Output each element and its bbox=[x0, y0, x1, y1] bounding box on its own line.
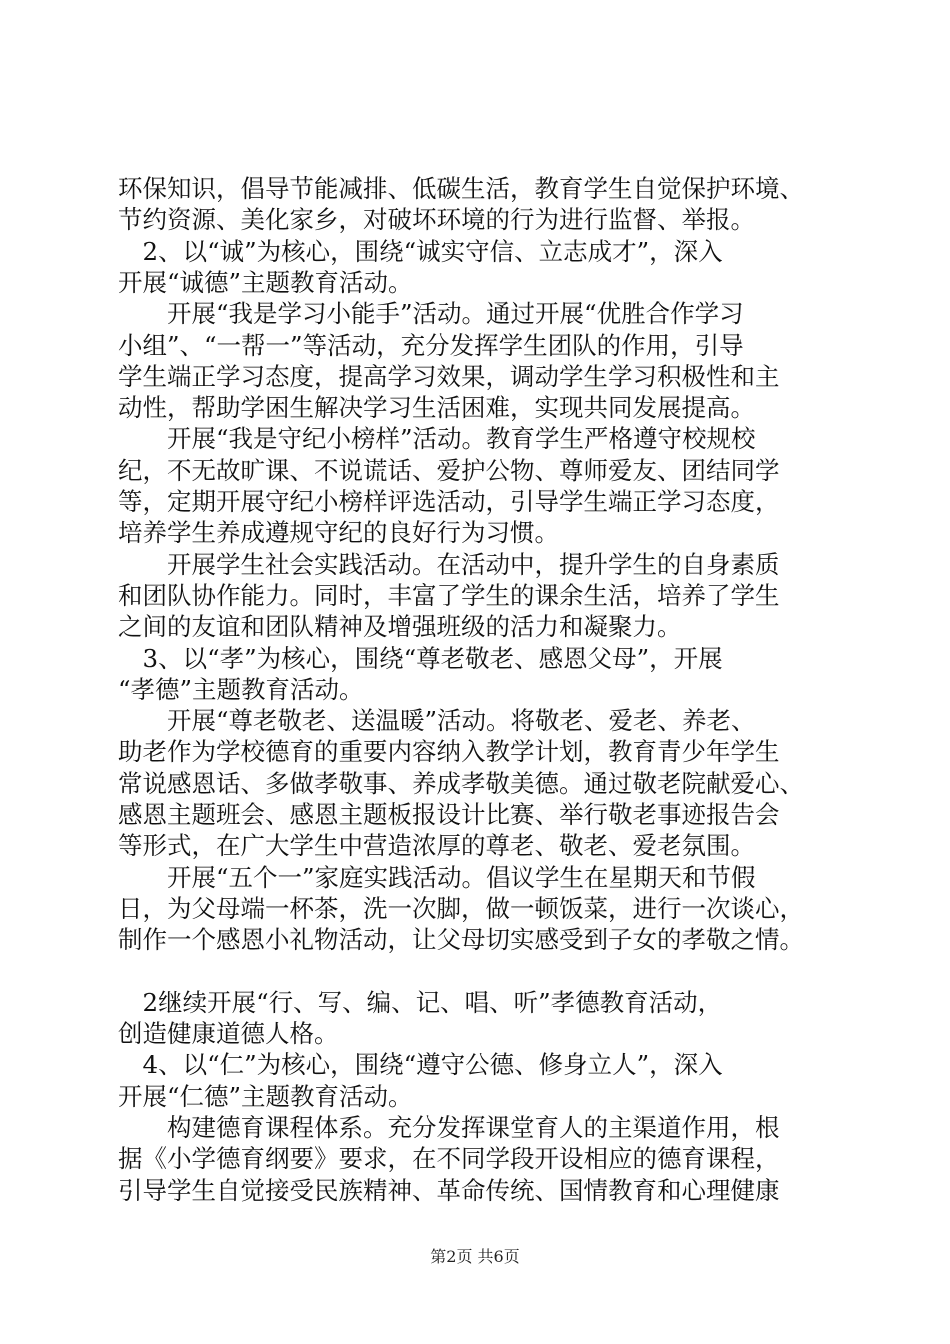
text-line: 日，为父母端一杯茶，洗一次脚，做一顿饭菜，进行一次谈心， bbox=[118, 893, 804, 923]
text-line: 助老作为学校德育的重要内容纳入教学计划，教育青少年学生 bbox=[118, 737, 780, 767]
text-line: 开展“五个一”家庭实践活动。倡议学生在星期天和节假 bbox=[118, 862, 756, 892]
text-line: 开展“尊老敬老、送温暖”活动。将敬老、爱老、养老、 bbox=[118, 706, 756, 736]
text-line: 4、以“仁”为核心，围绕“遵守公德、修身立人”，深入 bbox=[118, 1050, 723, 1080]
text-line: 环保知识，倡导节能减排、低碳生活，教育学生自觉保护环境、 bbox=[118, 174, 804, 203]
text-line: 之间的友谊和团队精神及增强班级的活力和凝聚力。 bbox=[118, 612, 682, 642]
text-line: “孝德”主题教育活动。 bbox=[118, 674, 364, 704]
text-line: 感恩主题班会、感恩主题板报设计比赛、举行敬老事迹报告会 bbox=[118, 800, 780, 829]
page-footer: 第2页 共6页 bbox=[430, 1247, 520, 1266]
text-line: 小组”、“一帮一”等活动，充分发挥学生团队的作用，引导 bbox=[118, 330, 744, 360]
text-line: 等形式，在广大学生中营造浓厚的尊老、敬老、爱老氛围。 bbox=[118, 831, 755, 861]
text-line: 引导学生自觉接受民族精神、革命传统、国情教育和心理健康 bbox=[118, 1175, 780, 1205]
text-line: 2继续开展“行、写、编、记、唱、听”孝德教育活动， bbox=[118, 987, 723, 1017]
text-line: 开展“诚德”主题教育活动。 bbox=[118, 267, 413, 297]
text-line: 开展学生社会实践活动。在活动中，提升学生的自身素质 bbox=[118, 549, 780, 579]
text-line: 开展“我是学习小能手”活动。通过开展“优胜合作学习 bbox=[118, 299, 744, 329]
text-line: 3、以“孝”为核心，围绕“尊老敬老、感恩父母”，开展 bbox=[118, 643, 723, 673]
text-line: 开展“我是守纪小榜样”活动。教育学生严格遵守校规校 bbox=[118, 424, 756, 454]
text-line: 培养学生养成遵规守纪的良好行为习惯。 bbox=[118, 518, 559, 548]
text-line: 构建德育课程体系。充分发挥课堂育人的主渠道作用，根 bbox=[118, 1113, 780, 1142]
text-line: 动性，帮助学困生解决学习生活困难，实现共同发展提高。 bbox=[118, 393, 755, 423]
text-line: 制作一个感恩小礼物活动，让父母切实感受到子女的孝敬之情。 bbox=[118, 925, 804, 955]
text-line: 据《小学德育纲要》要求，在不同学段开设相应的德育课程， bbox=[118, 1144, 780, 1174]
text-line: 创造健康道德人格。 bbox=[118, 1019, 339, 1049]
text-line: 开展“仁德”主题教育活动。 bbox=[118, 1081, 413, 1111]
text-line: 常说感恩话、多做孝敬事、养成孝敬美德。通过敬老院献爱心、 bbox=[118, 768, 804, 798]
text-line: 2、以“诚”为核心，围绕“诚实守信、立志成才”，深入 bbox=[118, 236, 723, 266]
text-line: 学生端正学习态度，提高学习效果，调动学生学习积极性和主 bbox=[118, 361, 780, 391]
text-line: 纪，不无故旷课、不说谎话、爱护公物、尊师爱友、团结同学 bbox=[118, 455, 780, 485]
text-line: 节约资源、美化家乡，对破坏环境的行为进行监督、举报。 bbox=[118, 205, 755, 235]
text-line: 和团队协作能力。同时，丰富了学生的课余生活，培养了学生 bbox=[118, 580, 780, 610]
text-line: 等，定期开展守纪小榜样评选活动，引导学生端正学习态度， bbox=[118, 487, 780, 516]
